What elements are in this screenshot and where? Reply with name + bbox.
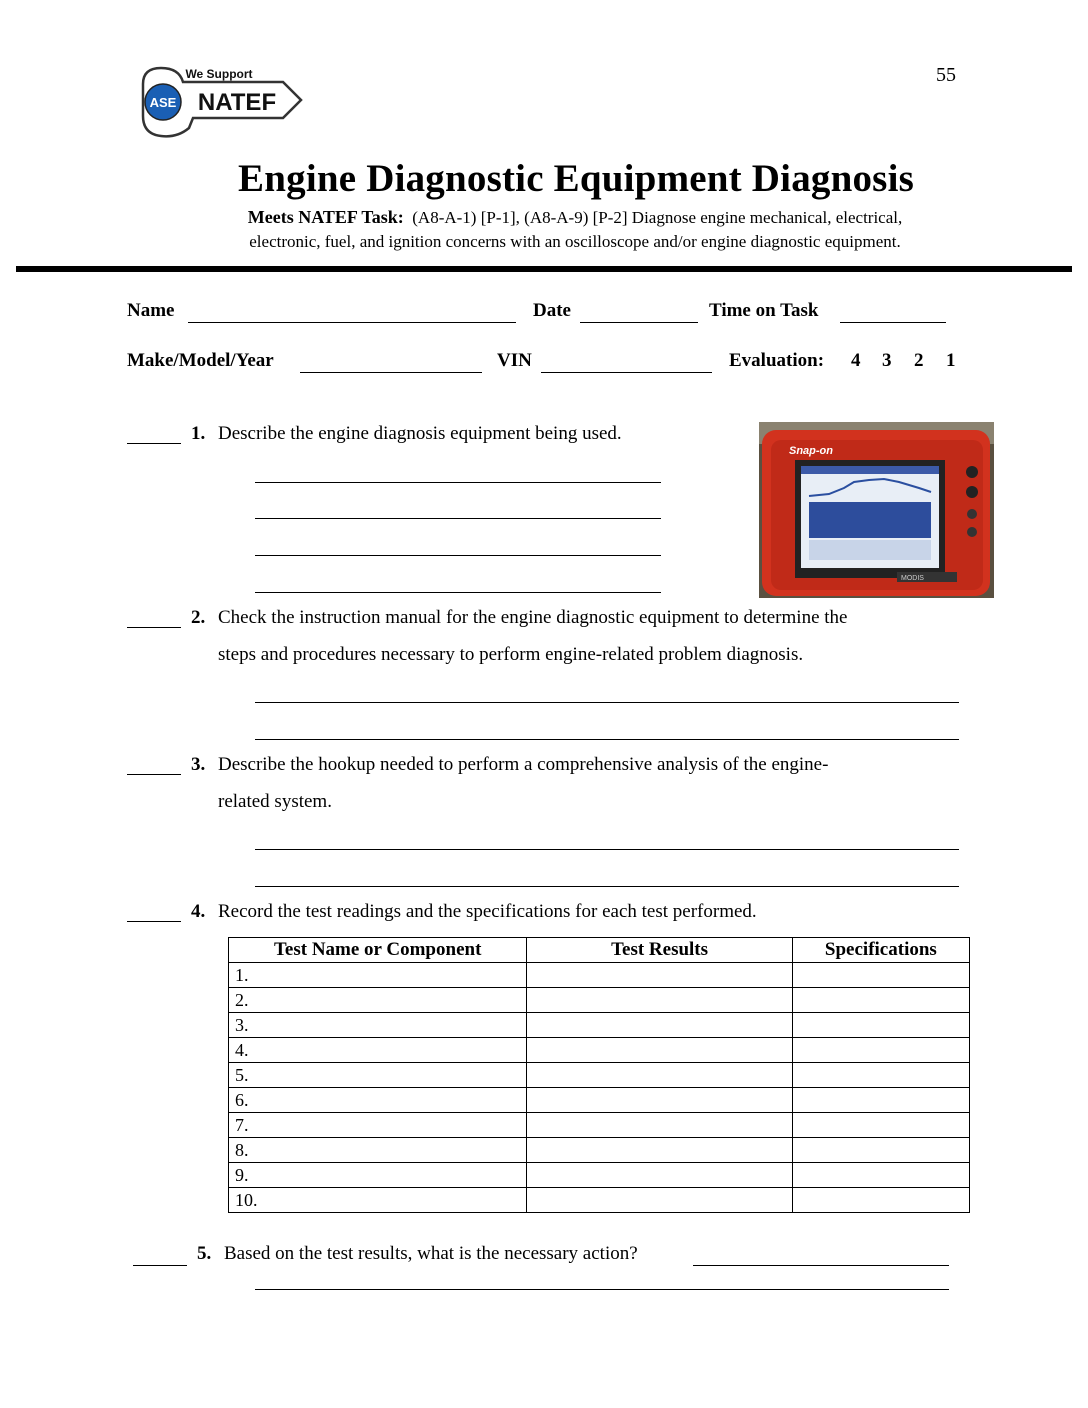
column-header-test-results: Test Results — [527, 938, 792, 963]
row-number[interactable]: 1. — [229, 963, 527, 988]
test-result-cell[interactable] — [527, 988, 792, 1013]
q5-number: 5. — [197, 1243, 212, 1264]
time-on-task-label: Time on Task — [709, 300, 819, 321]
task-line1: (A8-A-1) [P-1], (A8-A-9) [P-2] Diagnose engine mechanical, electrical, — [412, 208, 903, 227]
q5-check-blank[interactable] — [133, 1265, 187, 1266]
evaluation-score-1[interactable]: 1 — [946, 350, 956, 371]
diagnostic-tool-photo — [759, 422, 994, 598]
page-title: Engine Diagnostic Equipment Diagnosis — [238, 157, 914, 200]
test-result-cell[interactable] — [527, 1163, 792, 1188]
specification-cell[interactable] — [792, 1138, 969, 1163]
test-result-cell[interactable] — [527, 1013, 792, 1038]
test-result-cell[interactable] — [527, 1188, 792, 1213]
vin-label: VIN — [497, 350, 532, 371]
q4-check-blank[interactable] — [127, 921, 181, 922]
row-number[interactable]: 9. — [229, 1163, 527, 1188]
time-on-task-field[interactable] — [840, 322, 946, 323]
q5-text: Based on the test results, what is the necessary action? — [224, 1243, 638, 1264]
row-number[interactable]: 7. — [229, 1113, 527, 1138]
q3-text-line2: related system. — [218, 791, 332, 812]
table-row — [229, 1063, 970, 1088]
q1-check-blank[interactable] — [127, 443, 181, 444]
evaluation-score-2[interactable]: 2 — [914, 350, 924, 371]
test-result-cell[interactable] — [527, 963, 792, 988]
q3-answer-line[interactable] — [255, 849, 959, 850]
row-number[interactable]: 3. — [229, 1013, 527, 1038]
tool-brand-text: Snap-on — [789, 445, 833, 457]
date-label: Date — [533, 300, 571, 321]
task-description — [100, 205, 1050, 254]
task-label: Meets NATEF Task: — [247, 207, 404, 227]
q1-answer-line[interactable] — [255, 518, 661, 519]
q1-text: Describe the engine diagnosis equipment being used. — [218, 423, 622, 444]
specification-cell[interactable] — [792, 1063, 969, 1088]
specification-cell[interactable] — [792, 1188, 969, 1213]
make-model-year-field[interactable] — [300, 372, 482, 373]
q2-text-line2: steps and procedures necessary to perform engine-related problem diagnosis. — [218, 644, 804, 665]
evaluation-score-4[interactable]: 4 — [851, 350, 861, 371]
name-field[interactable] — [188, 322, 516, 323]
q2-answer-line[interactable] — [255, 739, 959, 740]
divider-rule — [16, 266, 1072, 272]
q1-answer-line[interactable] — [255, 555, 661, 556]
test-result-cell[interactable] — [527, 1138, 792, 1163]
tool-model-text: MODIS — [901, 575, 924, 582]
test-result-cell[interactable] — [527, 1063, 792, 1088]
q2-text-line1: Check the instruction manual for the engine diagnostic equipment to determine the — [218, 607, 848, 628]
test-result-cell[interactable] — [527, 1088, 792, 1113]
specification-cell[interactable] — [792, 1163, 969, 1188]
vin-field[interactable] — [541, 372, 712, 373]
table-row — [229, 963, 970, 988]
q3-text-line1: Describe the hookup needed to perform a comprehensive analysis of the engine- — [218, 754, 829, 775]
q5-answer-line[interactable] — [255, 1289, 949, 1290]
specification-cell[interactable] — [792, 1088, 969, 1113]
natef-logo — [133, 62, 308, 142]
logo-brand-text: NATEF — [197, 89, 277, 116]
row-number[interactable]: 5. — [229, 1063, 527, 1088]
q1-answer-line[interactable] — [255, 592, 661, 593]
table-row — [229, 1113, 970, 1138]
specification-cell[interactable] — [792, 988, 969, 1013]
q2-number: 2. — [191, 607, 206, 628]
row-number[interactable]: 2. — [229, 988, 527, 1013]
q5-answer-line[interactable] — [693, 1265, 949, 1266]
table-row — [229, 1013, 970, 1038]
specification-cell[interactable] — [792, 1013, 969, 1038]
q3-number: 3. — [191, 754, 206, 775]
test-result-cell[interactable] — [527, 1038, 792, 1063]
column-header-test-name: Test Name or Component — [229, 938, 527, 963]
q3-answer-line[interactable] — [255, 886, 959, 887]
table-header-row — [229, 938, 970, 963]
column-header-specifications: Specifications — [792, 938, 969, 963]
date-field[interactable] — [580, 322, 698, 323]
table-row — [229, 1138, 970, 1163]
page-number: 55 — [936, 64, 956, 86]
table-row — [229, 988, 970, 1013]
table-row — [229, 1088, 970, 1113]
evaluation-score-3[interactable]: 3 — [882, 350, 892, 371]
table-row — [229, 1038, 970, 1063]
q1-answer-line[interactable] — [255, 482, 661, 483]
make-model-year-label: Make/Model/Year — [127, 350, 274, 371]
q3-check-blank[interactable] — [127, 774, 181, 775]
logo-top-text: We Support — [185, 67, 253, 81]
q1-number: 1. — [191, 423, 206, 444]
table-row — [229, 1163, 970, 1188]
row-number[interactable]: 4. — [229, 1038, 527, 1063]
task-line2: electronic, fuel, and ignition concerns with an oscilloscope and/or engine diagnostic equipment. — [249, 232, 901, 251]
test-results-table — [228, 937, 970, 1213]
q2-answer-line[interactable] — [255, 702, 959, 703]
specification-cell[interactable] — [792, 963, 969, 988]
specification-cell[interactable] — [792, 1113, 969, 1138]
row-number[interactable]: 10. — [229, 1188, 527, 1213]
row-number[interactable]: 6. — [229, 1088, 527, 1113]
q2-check-blank[interactable] — [127, 627, 181, 628]
q4-text: Record the test readings and the specifications for each test performed. — [218, 901, 757, 922]
test-result-cell[interactable] — [527, 1113, 792, 1138]
evaluation-label: Evaluation: — [729, 350, 825, 371]
row-number[interactable]: 8. — [229, 1138, 527, 1163]
table-row — [229, 1188, 970, 1213]
ase-badge-text: ASE — [149, 95, 177, 110]
q4-number: 4. — [191, 901, 206, 922]
specification-cell[interactable] — [792, 1038, 969, 1063]
name-label: Name — [127, 300, 175, 321]
